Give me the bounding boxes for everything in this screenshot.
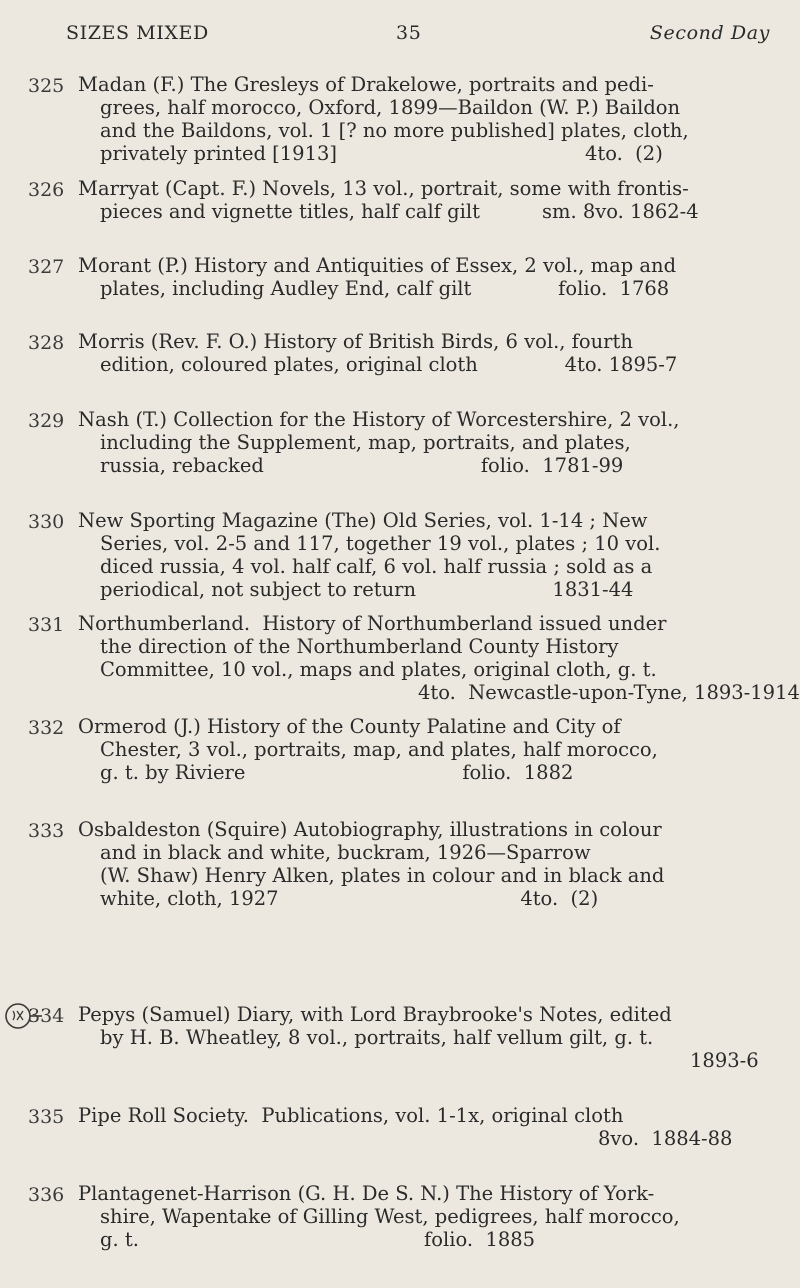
lot-description [78,1182,778,1251]
lot-description [78,509,778,601]
lot-line: grees, half morocco, Oxford, 1899—Baildon (W. P.) Baildon [100,96,681,119]
lot-line: and in black and white, buckram, 1926—Sparrow [100,841,591,864]
lot-line: by H. B. Wheatley, 8 vol., portraits, half vellum gilt, g. t. [100,1026,654,1049]
lot-line: 4to. Newcastle-upon-Tyne, 1893-1914 [418,681,800,704]
lot-line: (W. Shaw) Henry Alken, plates in colour and in black and [100,864,665,887]
lot-line: Pepys (Samuel) Diary, with Lord Braybrooke's Notes, edited [78,1003,672,1026]
lot-description [78,177,778,223]
lot-line: g. t. folio. 1885 [100,1228,536,1251]
lot-number: 333 [28,820,65,842]
lot-description [78,254,778,300]
header-day-label: Second Day [649,22,770,44]
header-section-title: SIZES MIXED [66,22,209,44]
lot-line: and the Baildons, vol. 1 [? no more published] plates, cloth, [100,119,689,142]
header-page-number: 35 [396,22,422,44]
lot-line: Madan (F.) The Gresleys of Drakelowe, portraits and pedi- [78,73,654,96]
lot-line: 8vo. 1884-88 [598,1127,733,1150]
lot-number: 325 [28,75,65,97]
lot-number: 336 [28,1184,65,1206]
lot-line: diced russia, 4 vol. half calf, 6 vol. half russia ; sold as a [100,555,653,578]
lot-line: Pipe Roll Society. Publications, vol. 1-1x, original cloth [78,1104,624,1127]
lot-line: edition, coloured plates, original cloth 4to. 1895-7 [100,353,678,376]
lot-line: g. t. by Riviere folio. 1882 [100,761,574,784]
lot-line: Ormerod (J.) History of the County Palatine and City of [78,715,621,738]
lot-line: pieces and vignette titles, half calf gilt sm. 8vo. 1862-4 [100,200,699,223]
lot-number: 332 [28,717,65,739]
lot-line: Northumberland. History of Northumberland issued under [78,612,667,635]
lot-number: 334 [28,1005,65,1027]
lot-line: shire, Wapentake of Gilling West, pedigrees, half morocco, [100,1205,680,1228]
lot-number: 331 [28,614,65,636]
lot-line: Series, vol. 2-5 and 117, together 19 vol., plates ; 10 vol. [100,532,661,555]
lot-line: Chester, 3 vol., portraits, map, and plates, half morocco, [100,738,658,761]
lot-number: 335 [28,1106,65,1128]
lot-description [78,330,778,376]
lot-line: russia, rebacked folio. 1781-99 [100,454,624,477]
lot-line: plates, including Audley End, calf gilt folio. 1768 [100,277,670,300]
lot-description [78,1003,778,1072]
lot-line: periodical, not subject to return 1831-44 [100,578,634,601]
lot-description [78,715,778,784]
lot-number: 327 [28,256,65,278]
lot-line: Osbaldeston (Squire) Autobiography, illustrations in colour [78,818,662,841]
lot-line: Committee, 10 vol., maps and plates, original cloth, g. t. [100,658,657,681]
lot-line: the direction of the Northumberland County History [100,635,619,658]
lot-description [78,73,778,165]
lot-line: Morant (P.) History and Antiquities of Essex, 2 vol., map and [78,254,677,277]
lot-line: New Sporting Magazine (The) Old Series, vol. 1-14 ; New [78,509,648,532]
lot-number: 329 [28,410,65,432]
lot-number: 326 [28,179,65,201]
lot-description [78,612,800,704]
lot-line: Marryat (Capt. F.) Novels, 13 vol., portrait, some with frontis- [78,177,689,200]
lot-line: white, cloth, 1927 4to. (2) [100,887,599,910]
lot-line: 1893-6 [690,1049,759,1072]
lot-description [78,408,778,477]
lot-line: Plantagenet-Harrison (G. H. De S. N.) The History of York- [78,1182,655,1205]
page-header [66,22,770,52]
lot-number: 328 [28,332,65,354]
lot-number: 330 [28,511,65,533]
lot-line: privately printed [1913] 4to. (2) [100,142,663,165]
lot-line: Morris (Rev. F. O.) History of British Birds, 6 vol., fourth [78,330,633,353]
lot-description [78,1104,778,1150]
lot-line: Nash (T.) Collection for the History of Worcestershire, 2 vol., [78,408,680,431]
lot-line: including the Supplement, map, portraits, and plates, [100,431,631,454]
lot-description [78,818,778,910]
